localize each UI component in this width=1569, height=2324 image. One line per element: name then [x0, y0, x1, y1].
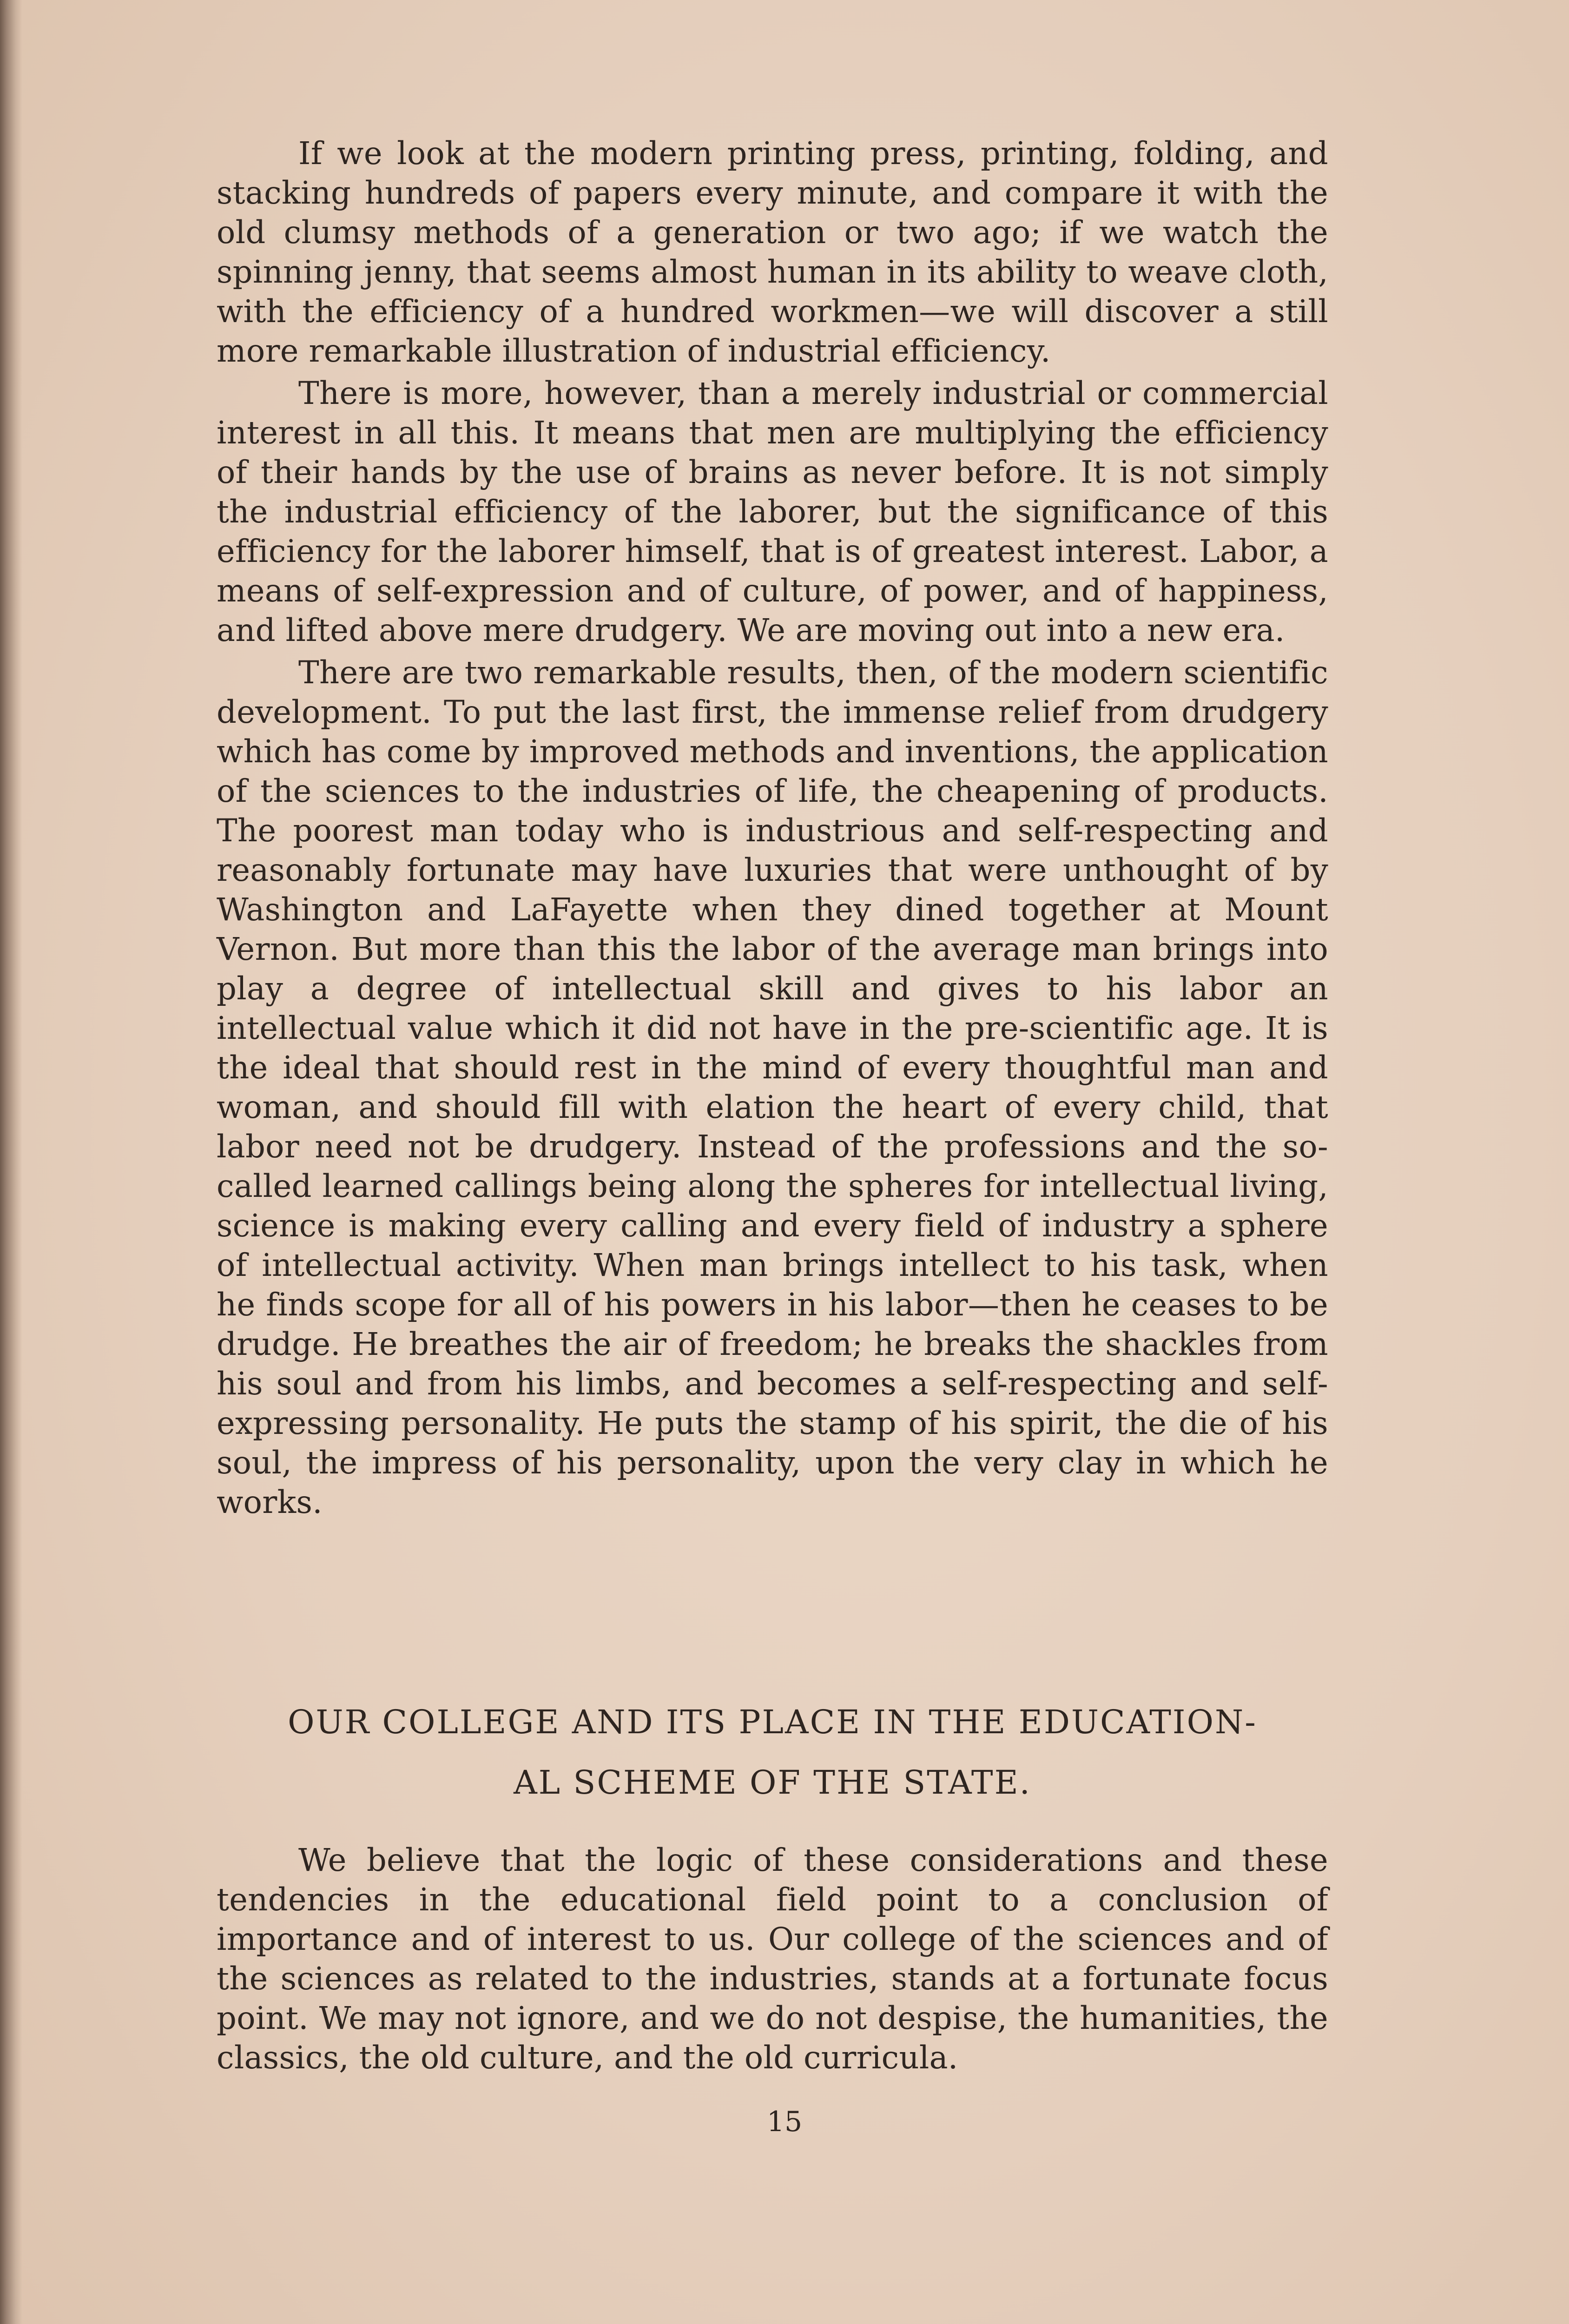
page-number: 15 — [766, 2106, 803, 2138]
paragraph-college-logic: We believe that the logic of these considerations and these tendencies in the educational field point to a conclusion of importance and of interest to us. Our college of the sciences and of the sciences as related to the industries, stands at a fortunate focus point. We may not ignore, and we do not despise, the humanities, the classics, the old culture, and the old curricula. — [217, 1842, 1328, 2076]
section-heading-line-1: OUR COLLEGE AND ITS PLACE IN THE EDUCATION- — [288, 1703, 1257, 1741]
section-heading — [217, 1692, 1328, 1813]
body-text-bottom — [217, 1841, 1328, 2078]
page-binding-edge — [0, 0, 22, 2324]
section-heading-line-2: AL SCHEME OF THE STATE. — [514, 1763, 1031, 1802]
paragraph-printing-press: If we look at the modern printing press, printing, folding, and stacking hundreds of papers every minute, and compare it with the old clumsy methods of a generation or two ago; if we watch the spinning jenny, that seems almost human in its ability to weave cloth, with the efficiency of a hundred workmen—we will discover a still more remarkable illustration of industrial efficiency. — [217, 135, 1328, 369]
paragraph-scientific-development: There are two remarkable results, then, of the modern scientific development. To put the last first, the immense relief from drudgery which has come by improved methods and inventions, the application of the sciences to the industries of life, the cheapening of products. The poorest man today who is industrious and self-respecting and reasonably fortunate may have luxuries that were unthought of by Washington and LaFayette when they dined together at Mount Vernon. But more than this the labor of the average man brings into play a degree of intellectual skill and gives to his labor an intellectual value which it did not have in the pre-scientific age. It is the ideal that should rest in the mind of every thoughtful man and woman, and should fill with elation the heart of every child, that labor need not be drudgery. Instead of the professions and the so-called learned callings being along the spheres for intellectual living, science is making every calling and every field of industry a sphere of intellectual activity. When man brings intellect to his task, when he finds scope for all of his powers in his labor—then he ceases to be drudge. He breathes the air of freedom; he breaks the shackles from his soul and from his limbs, and becomes a self-respecting and self-expressing personality. He puts the stamp of his spirit, the die of his soul, the impress of his personality, upon the very clay in which he works. — [217, 654, 1328, 1520]
paragraph-industrial-interest: There is more, however, than a merely industrial or commercial interest in all this. It means that men are multiplying the efficiency of their hands by the use of brains as never before. It is not simply the industrial efficiency of the laborer, but the significance of this efficiency for the laborer himself, that is of greatest interest. Labor, a means of self-expression and of culture, of power, and of happiness, and lifted above mere drudgery. We are moving out into a new era. — [217, 375, 1328, 648]
body-text-top — [217, 134, 1328, 1522]
